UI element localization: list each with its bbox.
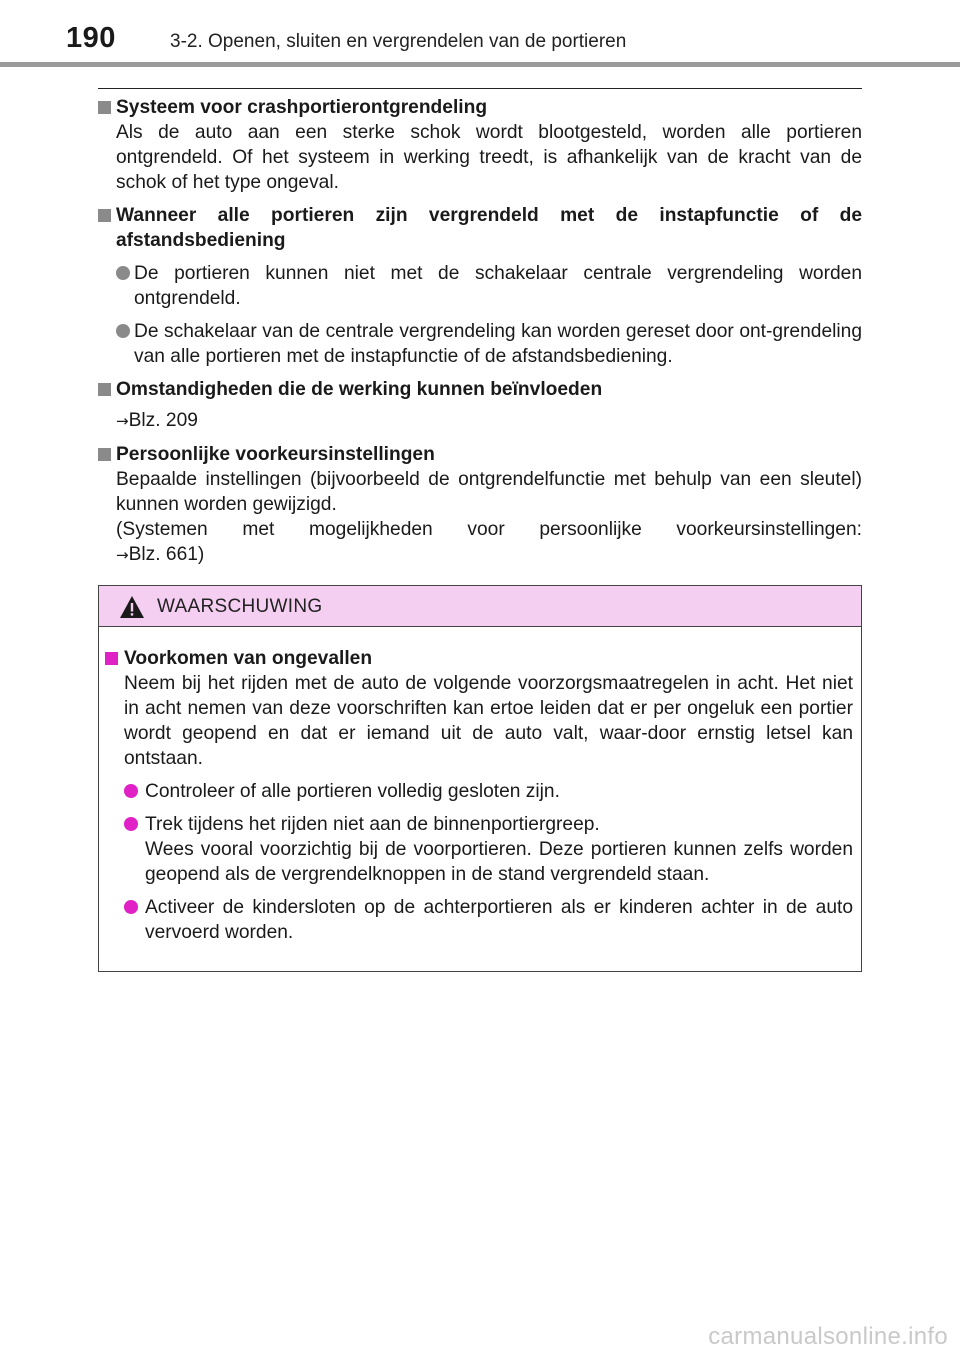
list-item-text: Trek tijdens het rijden niet aan de binnenportiergreep. [145,814,600,835]
section-body: (Systemen met mogelijkheden voor persoonlijke voorkeursinstellingen: [116,519,862,540]
arrow-right-icon: → [116,412,129,430]
list-item [116,261,862,311]
section-heading: Systeem voor crashportierontgrendeling [116,97,488,118]
circle-bullet-icon [116,324,130,338]
watermark: carmanualsonline.info [708,1323,948,1350]
warning-section [99,646,861,945]
section-heading: Omstandigheden die de werking kunnen beïnvloeden [116,379,603,400]
warning-header [99,586,861,627]
warning-body [99,646,861,945]
section-locked [98,203,862,369]
list-item-text: Activeer de kindersloten op de achterportieren als er kinderen achter in de auto vervoerd worden. [145,897,853,943]
arrow-right-icon: → [116,546,129,564]
page-reference[interactable] [116,408,862,434]
warning-triangle-icon [119,595,145,619]
list-item-text: De schakelaar van de centrale vergrendeling kan worden gereset door ont-grendeling van alle portieren met de instapfunctie of de afstandsbediening. [134,321,862,367]
page-number: 190 [66,22,116,54]
square-bullet-icon [98,383,111,396]
section-body: Bepaalde instellingen (bijvoorbeeld de ontgrendelfunctie met behulp van een sleutel) kunnen worden gewijzigd. [116,469,862,515]
section-crash-unlock [98,95,862,195]
page-reference-text: Blz. 209 [128,410,198,431]
main-content [98,95,862,576]
section-personal [98,442,862,568]
list-item [124,895,853,945]
list-item [116,319,862,369]
square-bullet-icon [105,652,118,665]
content-divider [98,88,862,89]
circle-bullet-icon [124,817,138,831]
section-heading: Wanneer alle portieren zijn vergrendeld met de instapfunctie of de afstandsbediening [116,205,862,251]
list-item-text: De portieren kunnen niet met de schakelaar centrale vergrendeling worden ontgrendeld. [134,263,862,309]
header-divider [0,62,960,67]
warning-heading: Voorkomen van ongevallen [124,648,373,669]
page-reference[interactable] [116,542,862,568]
circle-bullet-icon [124,784,138,798]
list-item-text: Wees vooral voorzichtig bij de voorportieren. Deze portieren kunnen zelfs worden geopend als de vergrendelknoppen in de stand vergrendeld staan. [145,839,853,885]
page-header [0,0,960,70]
list-item [124,812,853,887]
warning-box [98,585,862,972]
warning-text: Neem bij het rijden met de auto de volgende voorzorgsmaatregelen in acht. Het niet in acht nemen van deze voorschriften kan ertoe leiden dat er per ongeluk een portier wordt geopend en dat er iemand uit de auto valt, waar-door ernstig letsel kan ontstaan. [124,673,853,769]
section-conditions [98,377,862,434]
square-bullet-icon [98,101,111,114]
section-heading: Persoonlijke voorkeursinstellingen [116,444,435,465]
circle-bullet-icon [124,900,138,914]
list-item [124,779,853,804]
warning-title: WAARSCHUWING [157,596,323,617]
section-body: Als de auto aan een sterke schok wordt blootgesteld, worden alle portieren ontgrendeld. Of het systeem in werking treedt, is afhankelijk van de kracht van de schok of het type ongeval. [116,122,862,193]
list-item-text: Controleer of alle portieren volledig gesloten zijn. [145,781,560,802]
section-title: 3-2. Openen, sluiten en vergrendelen van de portieren [170,31,627,52]
square-bullet-icon [98,209,111,222]
circle-bullet-icon [116,266,130,280]
square-bullet-icon [98,448,111,461]
page-reference-text: Blz. 661) [128,544,205,565]
